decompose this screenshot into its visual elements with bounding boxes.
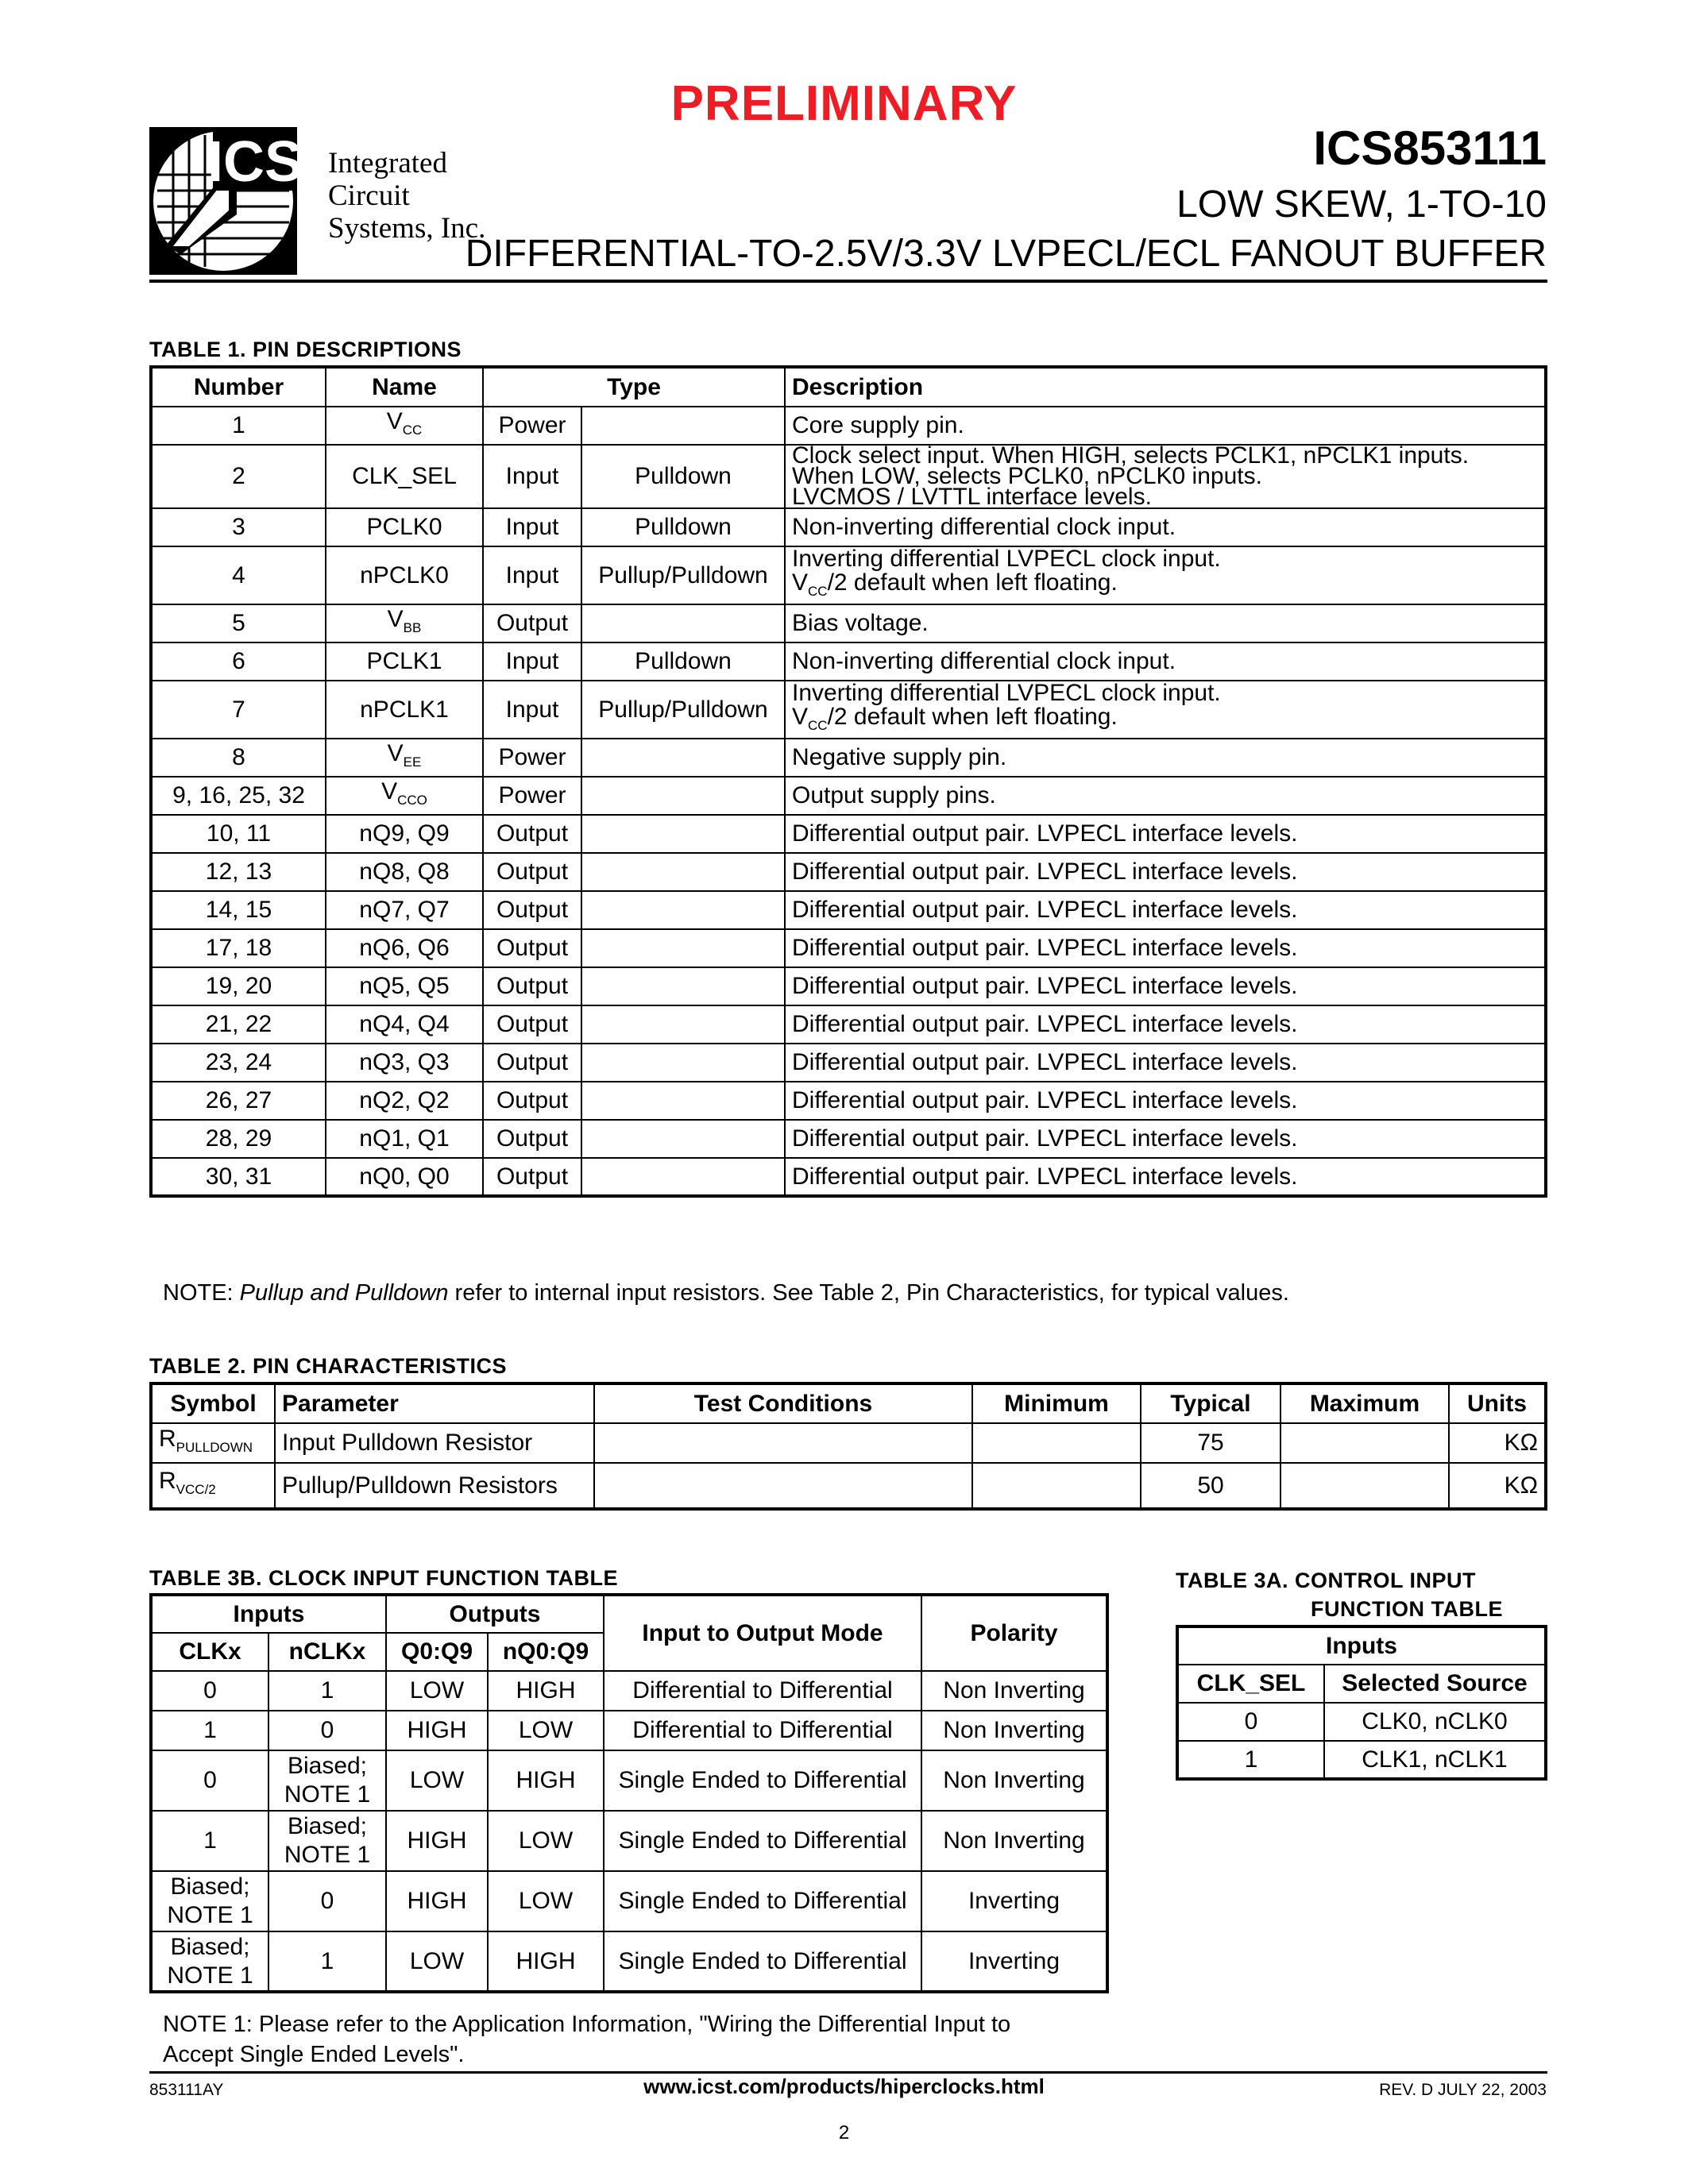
pin-type: Output: [483, 1158, 581, 1196]
mode: Differential to Differential: [604, 1711, 921, 1750]
pin-number: 21, 22: [151, 1005, 326, 1044]
pin-description: Inverting differential LVPECL clock input. $V_{CC}/2$ default when left floating.: [785, 546, 1546, 604]
q-output: HIGH: [386, 1711, 488, 1750]
pin-characteristics-table: [149, 1382, 1547, 1511]
pin-number: 3: [151, 508, 326, 546]
nclkx: 1: [268, 1931, 386, 1992]
table-row: [1177, 1741, 1546, 1779]
clkx: 1: [151, 1711, 268, 1750]
pin-name: nQ6, Q6: [326, 929, 483, 967]
pin-resistor: [581, 1044, 785, 1082]
pin-number: 10, 11: [151, 815, 326, 853]
mode: Single Ended to Differential: [604, 1750, 921, 1811]
pin-type: Output: [483, 815, 581, 853]
nq-output: HIGH: [488, 1750, 604, 1811]
pin-name: PCLK1: [326, 642, 483, 681]
pin-type: Input: [483, 546, 581, 604]
table-row: [151, 1005, 1546, 1044]
pin-description: Differential output pair. LVPECL interface levels.: [785, 929, 1546, 967]
table-row: [151, 1423, 1546, 1463]
pin-type: Output: [483, 891, 581, 929]
nclkx: Biased; NOTE 1: [268, 1750, 386, 1811]
table-row: [151, 777, 1546, 815]
pin-type: Input: [483, 508, 581, 546]
pin-description: Differential output pair. LVPECL interface levels.: [785, 1082, 1546, 1120]
footer-revision: REV. D JULY 22, 2003: [1379, 2081, 1547, 2099]
col-nclkx: nCLKx: [268, 1633, 386, 1671]
pin-resistor: [581, 777, 785, 815]
table1-note: NOTE: Pullup and Pulldown refer to internal input resistors. See Table 2, Pin Characteristics, for typical values.: [163, 1280, 1289, 1306]
pin-name: nQ4, Q4: [326, 1005, 483, 1044]
pin-resistor: [581, 739, 785, 777]
polarity: Non Inverting: [921, 1750, 1107, 1811]
table1-caption: TABLE 1. PIN DESCRIPTIONS: [149, 338, 462, 361]
symbol: $R_{PULLDOWN}$: [151, 1423, 275, 1463]
pin-type: Input: [483, 445, 581, 508]
pin-resistor: [581, 891, 785, 929]
table-row: [151, 967, 1546, 1005]
pin-number: 19, 20: [151, 967, 326, 1005]
control-input-function-table: [1176, 1625, 1547, 1781]
col-clk-sel: CLK_SEL: [1177, 1665, 1324, 1703]
pin-type: Output: [483, 929, 581, 967]
pin-description: Differential output pair. LVPECL interface levels.: [785, 853, 1546, 891]
pin-resistor: Pulldown: [581, 508, 785, 546]
header-rule: [149, 280, 1547, 283]
pin-type: Output: [483, 967, 581, 1005]
test-conditions: [594, 1463, 972, 1509]
pin-number: 28, 29: [151, 1120, 326, 1158]
polarity: Inverting: [921, 1871, 1107, 1931]
clkx: Biased; NOTE 1: [151, 1871, 268, 1931]
pin-type: Output: [483, 1044, 581, 1082]
col-description: Description: [785, 367, 1546, 407]
polarity: Non Inverting: [921, 1711, 1107, 1750]
pin-description: Differential output pair. LVPECL interface levels.: [785, 1044, 1546, 1082]
col-type: Type: [483, 367, 785, 407]
preliminary-banner: PRELIMINARY: [670, 76, 1018, 131]
clock-input-function-table: [149, 1593, 1109, 1993]
col-test-conditions: Test Conditions: [594, 1383, 972, 1423]
nq-output: HIGH: [488, 1671, 604, 1711]
typical: 75: [1141, 1423, 1280, 1463]
table-row: [151, 681, 1546, 739]
maximum: [1280, 1423, 1449, 1463]
pin-type: Output: [483, 1005, 581, 1044]
minimum: [972, 1423, 1141, 1463]
col-clkx: CLKx: [151, 1633, 268, 1671]
col-mode: Input to Output Mode: [604, 1595, 921, 1671]
pin-type: Power: [483, 739, 581, 777]
mode: Differential to Differential: [604, 1671, 921, 1711]
table-row: [151, 1463, 1546, 1509]
col-typical: Typical: [1141, 1383, 1280, 1423]
mode: Single Ended to Differential: [604, 1871, 921, 1931]
col-units: Units: [1449, 1383, 1546, 1423]
q-output: HIGH: [386, 1811, 488, 1871]
pin-type: Input: [483, 642, 581, 681]
q-output: LOW: [386, 1750, 488, 1811]
polarity: Inverting: [921, 1931, 1107, 1992]
clkx: 0: [151, 1750, 268, 1811]
pin-description: Non-inverting differential clock input.: [785, 642, 1546, 681]
pin-name: nQ9, Q9: [326, 815, 483, 853]
table2-caption: TABLE 2. PIN CHARACTERISTICS: [149, 1354, 508, 1378]
subtitle-line-1: LOW SKEW, 1-TO-10: [1176, 183, 1547, 226]
table-row: [151, 445, 1546, 508]
nclkx: 0: [268, 1711, 386, 1750]
table-row: [151, 1931, 1107, 1992]
company-name: Integrated Circuit Systems, Inc.: [328, 147, 486, 245]
pin-description: Bias voltage.: [785, 604, 1546, 642]
pin-name: nQ2, Q2: [326, 1082, 483, 1120]
pin-resistor: [581, 929, 785, 967]
col-symbol: Symbol: [151, 1383, 275, 1423]
group-outputs: Outputs: [386, 1595, 604, 1633]
pin-resistor: [581, 1005, 785, 1044]
pin-name: nQ7, Q7: [326, 891, 483, 929]
footer-doc-id: 853111AY: [149, 2081, 224, 2099]
pin-name: PCLK0: [326, 508, 483, 546]
logo-text: ICS: [207, 130, 297, 194]
pin-description: Differential output pair. LVPECL interface levels.: [785, 815, 1546, 853]
table-row: [151, 546, 1546, 604]
table-row: [151, 853, 1546, 891]
pin-number: 12, 13: [151, 853, 326, 891]
pin-number: 8: [151, 739, 326, 777]
pin-type: Power: [483, 777, 581, 815]
pin-name: $V_{CCO}$: [326, 777, 483, 815]
pin-resistor: Pulldown: [581, 642, 785, 681]
pin-number: 9, 16, 25, 32: [151, 777, 326, 815]
pin-resistor: [581, 815, 785, 853]
minimum: [972, 1463, 1141, 1509]
subtitle-line-2: DIFFERENTIAL-TO-2.5V/3.3V LVPECL/ECL FANOUT BUFFER: [465, 233, 1547, 275]
pin-resistor: [581, 853, 785, 891]
pin-number: 23, 24: [151, 1044, 326, 1082]
parameter: Pullup/Pulldown Resistors: [275, 1463, 594, 1509]
pin-name: nQ8, Q8: [326, 853, 483, 891]
pin-number: 4: [151, 546, 326, 604]
pin-description: Output supply pins.: [785, 777, 1546, 815]
pin-descriptions-table: [149, 365, 1547, 1198]
table-row: [151, 739, 1546, 777]
parameter: Input Pulldown Resistor: [275, 1423, 594, 1463]
part-number: ICS853111: [1313, 122, 1547, 175]
pin-resistor: [581, 967, 785, 1005]
pin-number: 1: [151, 407, 326, 445]
pin-description: Differential output pair. LVPECL interface levels.: [785, 1120, 1546, 1158]
group-inputs: Inputs: [151, 1595, 386, 1633]
polarity: Non Inverting: [921, 1811, 1107, 1871]
pin-description: Inverting differential LVPECL clock input. $V_{CC}/2$ default when left floating.: [785, 681, 1546, 739]
pin-description: Clock select input. When HIGH, selects PCLK1, nPCLK1 inputs. When LOW, selects PCLK0, nPCLK0 inputs. LVCMOS / LVTTL interface levels.: [785, 445, 1546, 508]
q-output: LOW: [386, 1931, 488, 1992]
ics-logo: [149, 127, 297, 275]
table-row: [1177, 1703, 1546, 1741]
nclkx: 0: [268, 1871, 386, 1931]
col-q: Q0:Q9: [386, 1633, 488, 1671]
footer-url[interactable]: www.icst.com/products/hiperclocks.html: [643, 2074, 1045, 2098]
table3b-note: NOTE 1: Please refer to the Application Information, "Wiring the Differential Input to Accept Single Ended Levels".: [163, 2012, 1011, 2067]
nq-output: LOW: [488, 1811, 604, 1871]
col-selected-source: Selected Source: [1324, 1665, 1546, 1703]
pin-description: Differential output pair. LVPECL interface levels.: [785, 891, 1546, 929]
pin-name: nQ3, Q3: [326, 1044, 483, 1082]
table-row: [151, 1811, 1107, 1871]
pin-name: nPCLK1: [326, 681, 483, 739]
pin-description: Differential output pair. LVPECL interface levels.: [785, 1158, 1546, 1196]
pin-description: Non-inverting differential clock input.: [785, 508, 1546, 546]
table-row: [151, 1120, 1546, 1158]
pin-number: 2: [151, 445, 326, 508]
pin-name: $V_{CC}$: [326, 407, 483, 445]
typical: 50: [1141, 1463, 1280, 1509]
pin-resistor: Pullup/Pulldown: [581, 681, 785, 739]
pin-number: 7: [151, 681, 326, 739]
clk-sel: 0: [1177, 1703, 1324, 1741]
table-row: [151, 1044, 1546, 1082]
clkx: Biased; NOTE 1: [151, 1931, 268, 1992]
table-row: [151, 1871, 1107, 1931]
pin-number: 30, 31: [151, 1158, 326, 1196]
mode: Single Ended to Differential: [604, 1811, 921, 1871]
col-nq: nQ0:Q9: [488, 1633, 604, 1671]
pin-resistor: Pullup/Pulldown: [581, 546, 785, 604]
pin-description: Differential output pair. LVPECL interface levels.: [785, 1005, 1546, 1044]
pin-name: nQ5, Q5: [326, 967, 483, 1005]
col-minimum: Minimum: [972, 1383, 1141, 1423]
pin-number: 6: [151, 642, 326, 681]
pin-name: $V_{BB}$: [326, 604, 483, 642]
pin-name: nPCLK0: [326, 546, 483, 604]
pin-type: Output: [483, 1082, 581, 1120]
table-row: [151, 604, 1546, 642]
table-row: [151, 1750, 1107, 1811]
table-row: [151, 1082, 1546, 1120]
pin-name: nQ0, Q0: [326, 1158, 483, 1196]
pin-type: Power: [483, 407, 581, 445]
pin-type: Output: [483, 1120, 581, 1158]
selected-source: CLK1, nCLK1: [1324, 1741, 1546, 1779]
group-inputs-3a: Inputs: [1177, 1626, 1546, 1665]
units: KΩ: [1449, 1463, 1546, 1509]
pin-number: 17, 18: [151, 929, 326, 967]
q-output: HIGH: [386, 1871, 488, 1931]
page-number: 2: [838, 2122, 850, 2143]
pin-resistor: [581, 1082, 785, 1120]
pin-resistor: [581, 407, 785, 445]
polarity: Non Inverting: [921, 1671, 1107, 1711]
clkx: 1: [151, 1811, 268, 1871]
col-name: Name: [326, 367, 483, 407]
pin-resistor: Pulldown: [581, 445, 785, 508]
table3b-caption: TABLE 3B. CLOCK INPUT FUNCTION TABLE: [149, 1566, 618, 1590]
pin-number: 26, 27: [151, 1082, 326, 1120]
pin-number: 14, 15: [151, 891, 326, 929]
table-row: [151, 642, 1546, 681]
clk-sel: 1: [1177, 1741, 1324, 1779]
pin-name: $V_{EE}$: [326, 739, 483, 777]
table-row: [151, 1711, 1107, 1750]
pin-name: CLK_SEL: [326, 445, 483, 508]
symbol: $R_{VCC/2}$: [151, 1463, 275, 1509]
pin-number: 5: [151, 604, 326, 642]
table-row: [151, 815, 1546, 853]
q-output: LOW: [386, 1671, 488, 1711]
test-conditions: [594, 1423, 972, 1463]
nq-output: HIGH: [488, 1931, 604, 1992]
col-number: Number: [151, 367, 326, 407]
pin-resistor: [581, 1158, 785, 1196]
pin-name: nQ1, Q1: [326, 1120, 483, 1158]
table-row: [151, 407, 1546, 445]
table-row: [151, 929, 1546, 967]
col-parameter: Parameter: [275, 1383, 594, 1423]
table-row: [151, 891, 1546, 929]
nq-output: LOW: [488, 1871, 604, 1931]
table-row: [151, 1671, 1107, 1711]
maximum: [1280, 1463, 1449, 1509]
footer-rule: [149, 2071, 1547, 2074]
col-polarity: Polarity: [921, 1595, 1107, 1671]
nclkx: 1: [268, 1671, 386, 1711]
clkx: 0: [151, 1671, 268, 1711]
pin-type: Output: [483, 604, 581, 642]
pin-description: Core supply pin.: [785, 407, 1546, 445]
pin-type: Input: [483, 681, 581, 739]
nq-output: LOW: [488, 1711, 604, 1750]
table-row: [151, 1158, 1546, 1196]
units: KΩ: [1449, 1423, 1546, 1463]
col-maximum: Maximum: [1280, 1383, 1449, 1423]
pin-resistor: [581, 1120, 785, 1158]
mode: Single Ended to Differential: [604, 1931, 921, 1992]
nclkx: Biased; NOTE 1: [268, 1811, 386, 1871]
pin-description: Differential output pair. LVPECL interface levels.: [785, 967, 1546, 1005]
pin-type: Output: [483, 853, 581, 891]
table3a-caption: TABLE 3A. CONTROL INPUT FUNCTION TABLE: [1176, 1569, 1503, 1621]
pin-description: Negative supply pin.: [785, 739, 1546, 777]
pin-resistor: [581, 604, 785, 642]
table-row: [151, 508, 1546, 546]
selected-source: CLK0, nCLK0: [1324, 1703, 1546, 1741]
